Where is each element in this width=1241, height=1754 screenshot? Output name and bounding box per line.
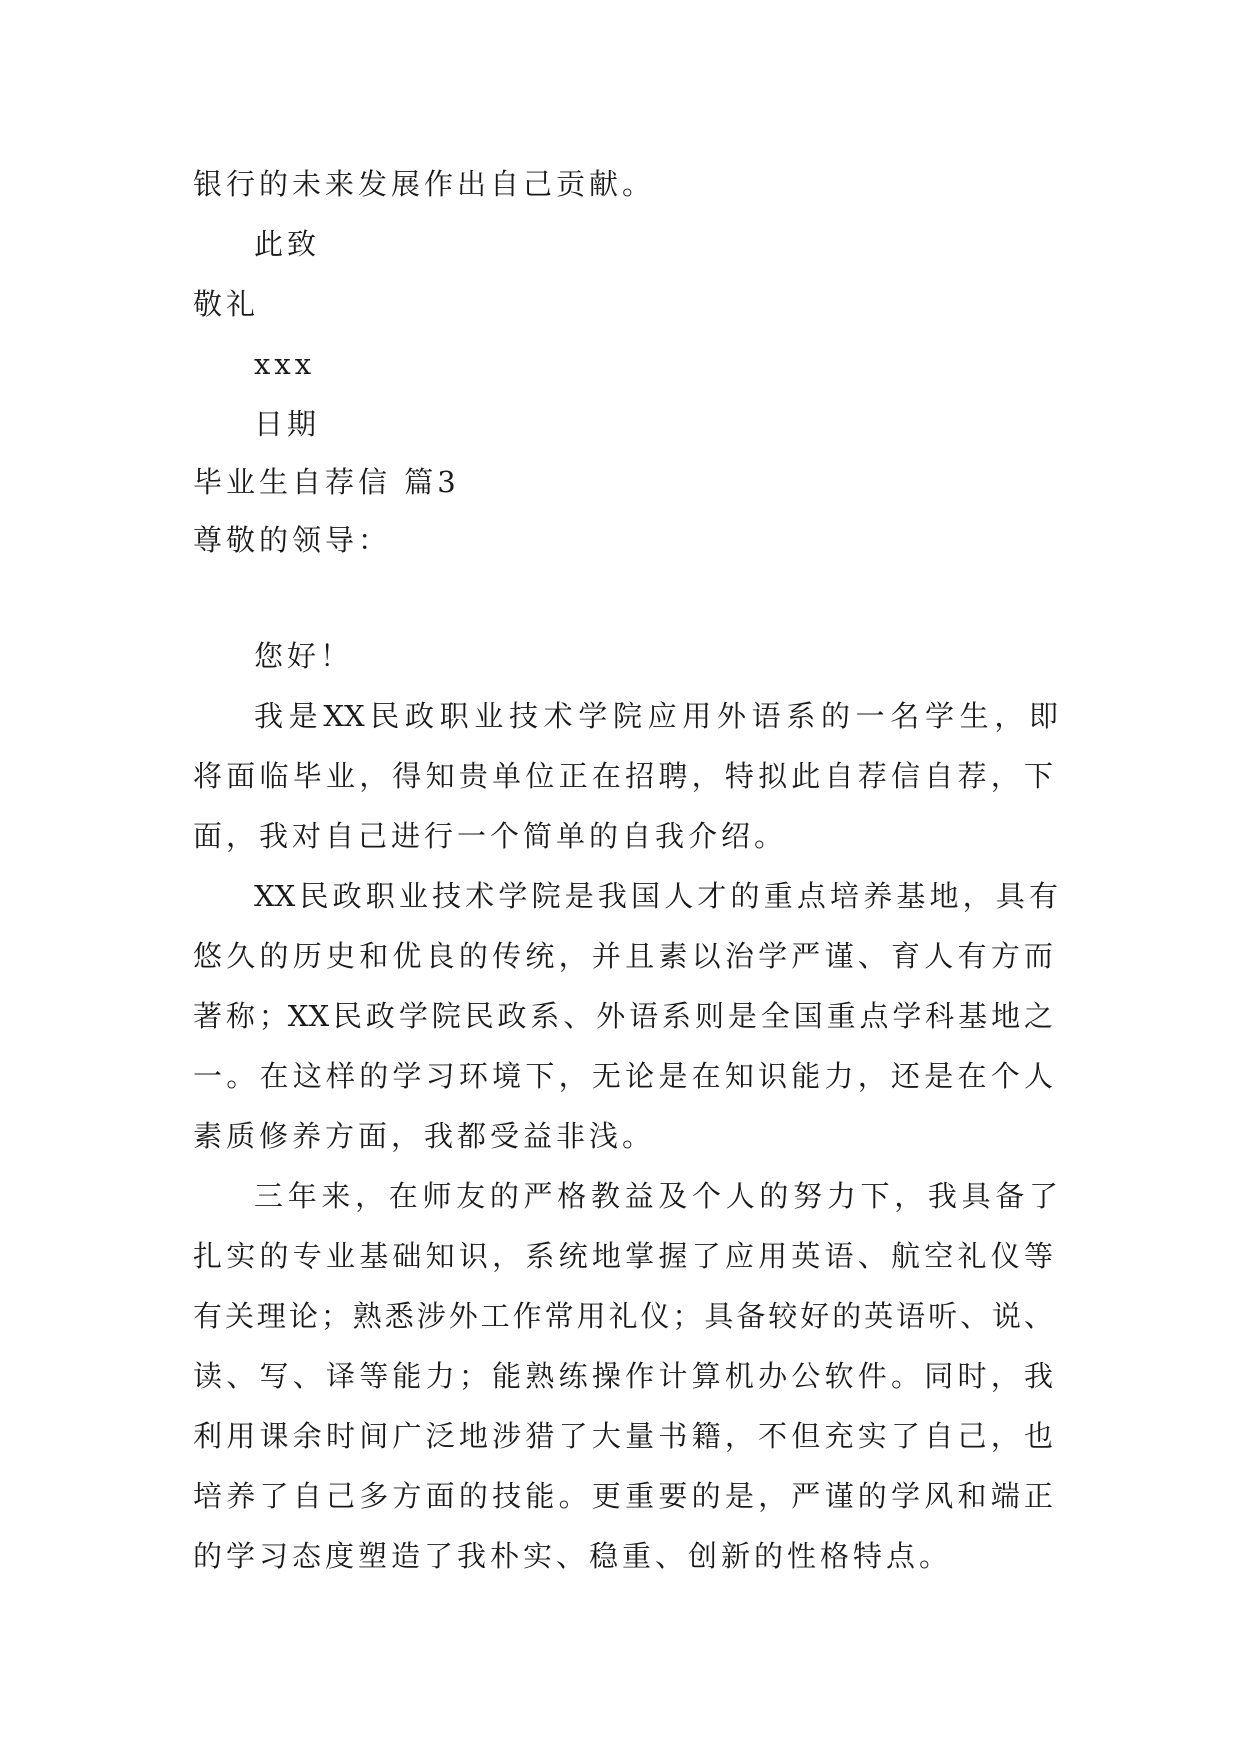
paragraph-2-line-2: 悠久的历史和优良的传统，并且素以治学严谨、育人有方而 [193,939,1053,973]
paragraph-2-line-5: 素质修养方面，我都受益非浅。 [193,1119,656,1153]
paragraph-3-line-1: 三年来，在师友的严格教益及个人的努力下，我具备了 [254,1179,1058,1213]
paragraph-1-line-1: 我是XX民政职业技术学院应用外语系的一名学生，即 [254,699,1058,733]
paragraph-2-line-3: 著称；XX民政学院民政系、外语系则是全国重点学科基地之 [193,999,1053,1033]
previous-letter-tail: 银行的未来发展作出自己贡献。 [193,167,656,201]
signature: xxx [254,347,316,381]
paragraph-3-line-5: 利用课余时间广泛地涉猎了大量书籍，不但充实了自己，也 [193,1419,1053,1453]
salutation: 尊敬的领导： [193,523,392,557]
paragraph-3-line-2: 扎实的专业基础知识，系统地掌握了应用英语、航空礼仪等 [193,1239,1053,1273]
closing-line-1: 此致 [254,227,321,261]
section-title: 毕业生自荐信 篇3 [193,465,460,499]
paragraph-2-line-1: XX民政职业技术学院是我国人才的重点培养基地，具有 [254,879,1058,913]
paragraph-3-line-3: 有关理论；熟悉涉外工作常用礼仪；具备较好的英语听、说、 [193,1299,1053,1333]
closing-line-2: 敬礼 [193,287,260,321]
paragraph-1-line-3: 面，我对自己进行一个简单的自我介绍。 [193,819,788,853]
paragraph-2-line-4: 一。在这样的学习环境下，无论是在知识能力，还是在个人 [193,1059,1053,1093]
date-line: 日期 [254,407,321,441]
paragraph-3-line-4: 读、写、译等能力；能熟练操作计算机办公软件。同时，我 [193,1359,1053,1393]
greeting: 您好！ [254,639,354,673]
paragraph-3-line-6: 培养了自己多方面的技能。更重要的是，严谨的学风和端正 [193,1479,1053,1513]
paragraph-3-line-7: 的学习态度塑造了我朴实、稳重、创新的性格特点。 [193,1539,953,1573]
paragraph-1-line-2: 将面临毕业，得知贵单位正在招聘，特拟此自荐信自荐，下 [193,759,1053,793]
